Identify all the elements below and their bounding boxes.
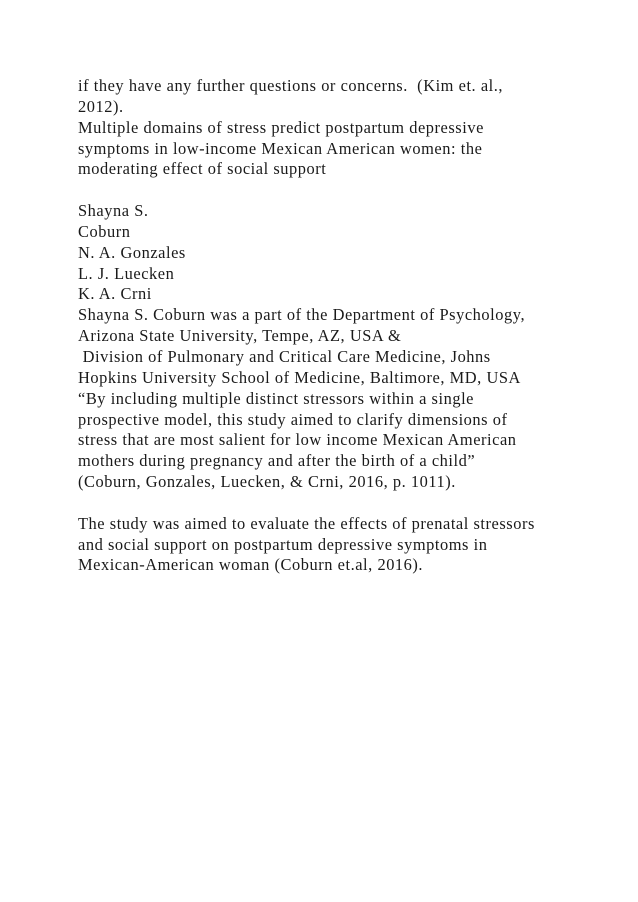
text-line: Multiple domains of stress predict postpartum depressive: [78, 117, 484, 137]
text-line: moderating effect of social support: [78, 159, 327, 179]
article-title: [78, 118, 598, 181]
text-line: (Coburn, Gonzales, Luecken, & Crni, 2016, p. 1011).: [78, 472, 456, 492]
author-line: Shayna S.: [78, 201, 149, 221]
author-line: L. J. Luecken: [78, 263, 175, 283]
blank-line: [78, 180, 598, 201]
text-line: 2012).: [78, 96, 124, 116]
quote-paragraph: [78, 389, 598, 493]
affiliation-paragraph: [78, 305, 598, 388]
text-line: The study was aimed to evaluate the effects of prenatal stressors: [78, 513, 535, 533]
intro-paragraph: [78, 76, 598, 118]
author-line: K. A. Crni: [78, 284, 152, 304]
text-line: symptoms in low-income Mexican American women: the: [78, 138, 483, 158]
text-line: Hopkins University School of Medicine, Baltimore, MD, USA: [78, 367, 521, 387]
author-list: [78, 201, 598, 305]
text-line: Division of Pulmonary and Critical Care Medicine, Johns: [78, 346, 491, 366]
text-line: mothers during pregnancy and after the birth of a child”: [78, 451, 476, 471]
text-line: Arizona State University, Tempe, AZ, USA &: [78, 326, 402, 346]
text-line: stress that are most salient for low income Mexican American: [78, 430, 517, 450]
author-line: N. A. Gonzales: [78, 242, 186, 262]
text-line: and social support on postpartum depressive symptoms in: [78, 534, 488, 554]
text-line: Shayna S. Coburn was a part of the Department of Psychology,: [78, 305, 526, 325]
text-line: if they have any further questions or concerns. (Kim et. al.,: [78, 76, 504, 95]
text-line: “By including multiple distinct stressors within a single: [78, 388, 475, 408]
summary-paragraph: [78, 514, 598, 577]
text-line: prospective model, this study aimed to clarify dimensions of: [78, 409, 508, 429]
author-line: Coburn: [78, 221, 131, 241]
text-line: Mexican-American woman (Coburn et.al, 2016).: [78, 555, 424, 575]
document-body: [78, 76, 598, 576]
blank-line: [78, 493, 598, 514]
